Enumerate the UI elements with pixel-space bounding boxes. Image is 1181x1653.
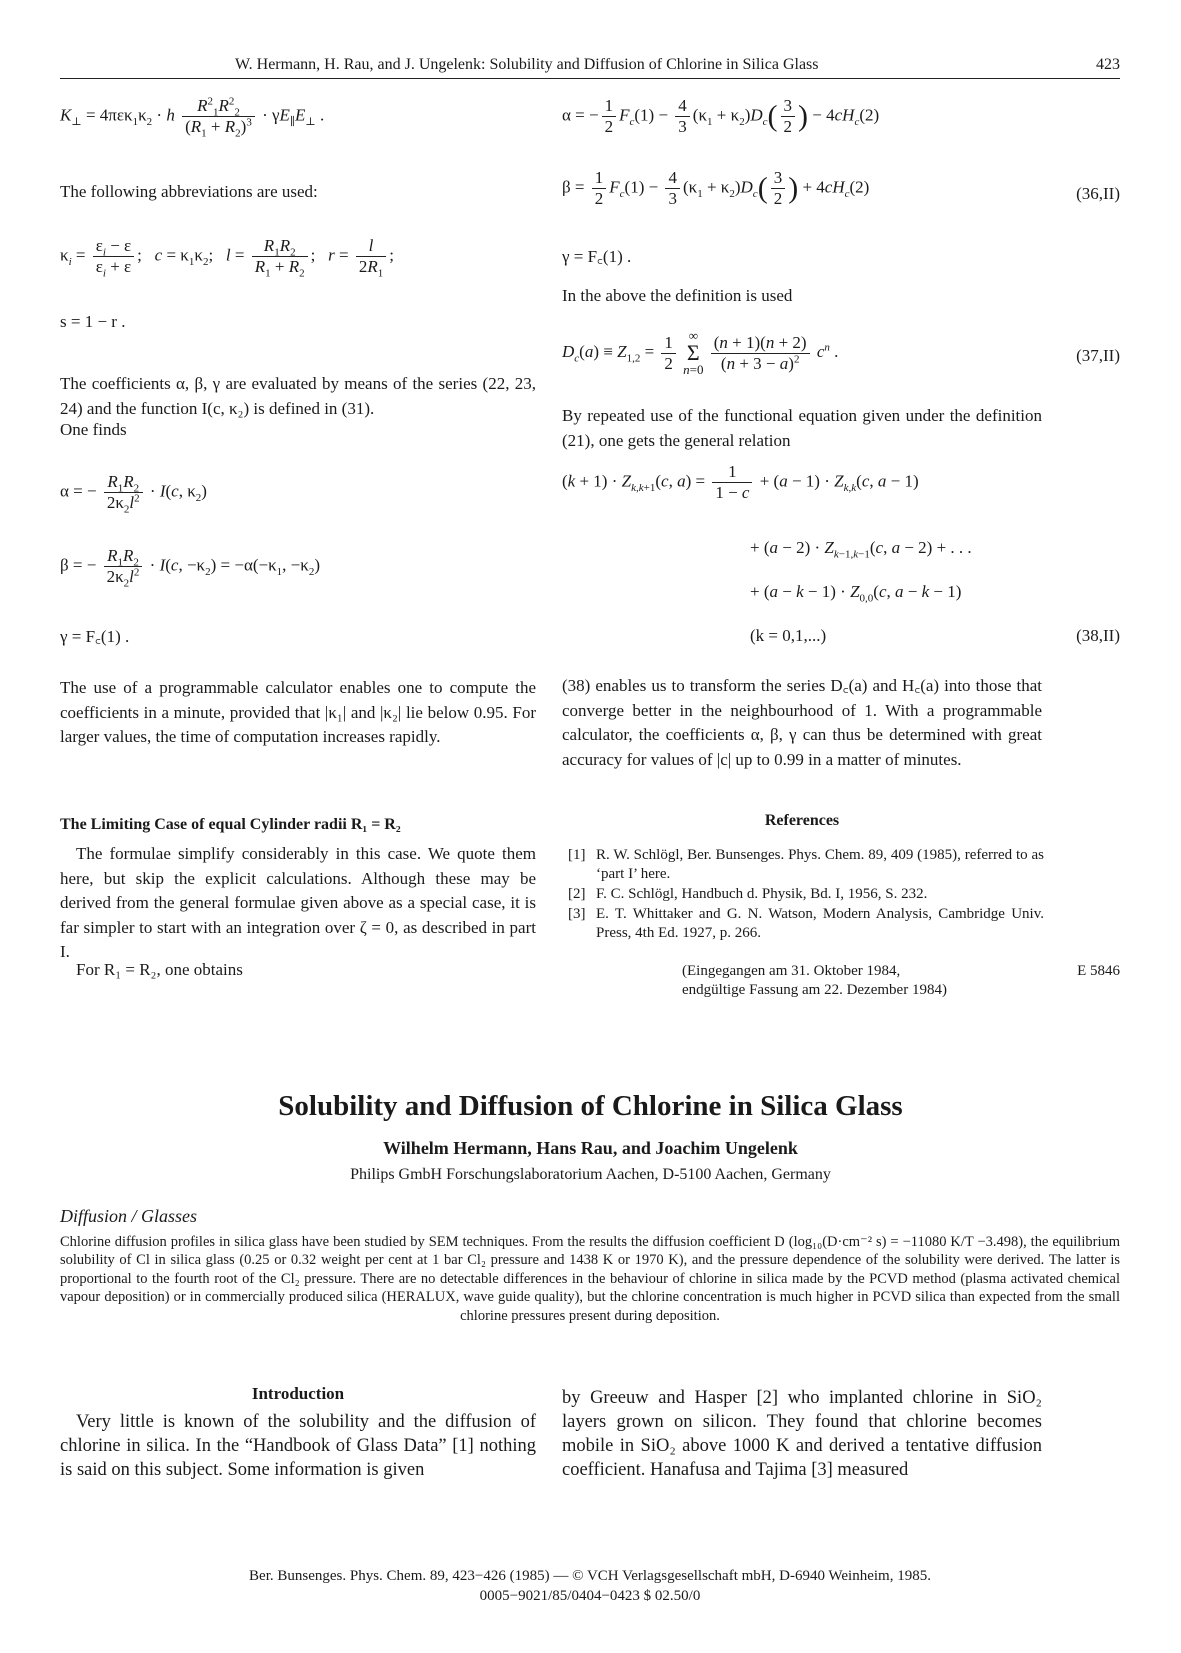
gamma-definition-left: γ = F꜀(1) .	[60, 627, 130, 646]
page-footer: Ber. Bunsenges. Phys. Chem. 89, 423−426 (1985) — © VCH Verlagsgesellschaft mbH, D-6940 Weinheim, 1985. 0005−9021/85/0404−0423 $ 02.50/0	[249, 1568, 931, 1604]
introduction-heading: Introduction	[251, 1384, 345, 1403]
reference-item: [2] F. C. Schlögl, Handbuch d. Physik, Bd. I, 1956, S. 232.	[568, 886, 928, 902]
equation-k-perp: $K_\perp = 4\pi\varepsilon\kappa_1\kappa_2 \cdot h$ $\frac{R^2_1R^2_2}{(R_1 + R_2)^3}$ · $\gamma E_\parallel E_\perp$ .	[60, 95, 325, 140]
equation-alpha-right: α = − $\frac{1}{2}$ $F_c(1)$ − $\frac{4}{3}$ $(\kappa_1 + \kappa_2)D_c$( $\frac{3}{2}$ ) − $4cH_c(2)$	[562, 96, 880, 136]
references-list	[568, 846, 1044, 943]
page-number: 423	[1096, 56, 1120, 73]
article-abstract: Chlorine diffusion profiles in silica glass have been studied by SEM techniques. From the results the diffusion coefficient D (log₁₀(D·cm⁻² s) = −11080 K/T −3.498), the equilibrium solubility of Cl in silica glass (0.25 or 0.32 weight per cent at 1 bar Cl₂ pressure and 1438 K or 1970 K), and the pressure dependence of the solubility were derived. The latter is proportional to the fourth root of the Cl₂ pressure. There are no detectable differences in the behaviour of chlorine in silica made by the PCVD method (plasma activated chemical vapour deposition) or in commercially produced silica (HERALUX, wave guide quality), but the chlorine concentration is much higher in PCVD silica than expected from the small chlorine pressures present during deposition.	[60, 1234, 1120, 1324]
one-finds-text: One finds	[60, 420, 127, 439]
equation-zk-line1: $(k + 1) \cdot Z_{k,k+1}(c$, a) = $\frac{1}{1 - c}$ + $(a - 1) \cdot Z_{k,k}(c$, a − 1)	[562, 462, 919, 502]
article-authors: Wilhelm Hermann, Hans Rau, and Joachim Ungelenk	[383, 1138, 798, 1158]
equation-alpha: α = − $\frac{R_1R_2}{2\kappa_2l^2}$ · I(c, $\kappa_2$)	[60, 472, 207, 516]
equation-zk-line2: + $(a - 2) \cdot Z_{k-1,k-1}(c$, a − 2) + . . .	[750, 538, 972, 561]
s-definition: s = 1 − r .	[60, 312, 126, 331]
equation-abbreviations: $\kappa_i$ = $\frac{\varepsilon_i - \varepsilon}{\varepsilon_i + \varepsilon}$ ; $c = \kappa_1\kappa_2$; l = $\frac{R_1R_2}{R_1 + R_2}$ ; r = $\frac{l}{2R_1}$ ;	[60, 236, 394, 280]
repeated-use-text: By repeated use of the functional equation given under the definition (21), one gets the general relation	[562, 406, 1042, 450]
reference-item: [3] E. T. Whittaker and G. N. Watson, Modern Analysis, Cambridge Univ. Press, 4th Ed. 1927, p. 266.	[568, 906, 1044, 941]
gamma-definition-right: γ = F꜀(1) .	[562, 247, 632, 266]
running-title: W. Hermann, H. Rau, and J. Ungelenk: Solubility and Diffusion of Chlorine in Silica Glass	[235, 56, 819, 73]
article-keywords: Diffusion / Glasses	[60, 1206, 198, 1226]
transform-paragraph: (38) enables us to transform the series D꜀(a) and H꜀(a) into those that converge better in the neighbourhood of 1. With a programmable calculator, the coefficients α, β, γ can thus be determined with great accuracy for values of |c| up to 0.99 in a matter of minutes.	[562, 676, 1042, 769]
article-title: Solubility and Diffusion of Chlorine in Silica Glass	[278, 1090, 903, 1122]
abbreviations-intro: The following abbreviations are used:	[60, 182, 318, 201]
coefficients-text: The coefficients α, β, γ are evaluated by means of the series (22, 23, 24) and the function I(c, κ₂) is defined in (31).	[60, 374, 536, 418]
equation-beta: β = − $\frac{R_1R_2}{2\kappa_2l^2}$ · I(c, $-\kappa_2) = -\alpha(-\kappa_1$, $-\kappa_2$)	[60, 546, 320, 590]
references-heading: References	[764, 812, 840, 829]
calculator-paragraph: The use of a programmable calculator enables one to compute the coefficients in a minute, provided that |κ₁| and |κ₂| lie below 0.95. For larger values, the time of computation increases rapidly.	[60, 678, 536, 746]
received-date: (Eingegangen am 31. Oktober 1984, endgültige Fassung am 22. Dezember 1984)	[682, 963, 947, 998]
equation-number-38: (38,II)	[1076, 626, 1120, 645]
equation-zk-line3: + $(a - k - 1) \cdot Z_{0,0}(c$, a − k − 1)	[750, 582, 962, 605]
for-r1-r2-text: For R₁ = R₂, one obtains	[76, 960, 243, 979]
introduction-left: Very little is known of the solubility and the diffusion of chlorine in silica. In the “Handbook of Glass Data” [1] nothing is said on this subject. Some information is given	[60, 1412, 536, 1480]
equation-number-37: (37,II)	[1076, 346, 1120, 365]
article-affiliation: Philips GmbH Forschungslaboratorium Aachen, D-5100 Aachen, Germany	[350, 1166, 831, 1183]
equation-number-36: (36,II)	[1076, 184, 1120, 203]
equation-dc: $D_c(a) \equiv Z_{1,2}$ = $\frac{1}{2}$ ∞ Σ n=0 $\frac{(n + 1)(n + 2)}{(n + 3 - a)^2}$ $c^n$ .	[562, 328, 839, 377]
article-code: E 5846	[1077, 963, 1120, 979]
introduction-right: by Greeuw and Hasper [2] who implanted chlorine in SiO₂ layers grown on silicon. They found that chlorine becomes mobile in SiO₂ above 1000 K and derived a tentative diffusion coefficient. Hanafusa and Tajima [3] measured	[562, 1388, 1042, 1480]
limiting-case-heading: The Limiting Case of equal Cylinder radii R₁ = R₂	[60, 816, 401, 833]
limiting-case-paragraph: The formulae simplify considerably in this case. We quote them here, but skip the explicit calculations. Although these may be derived from the general formulae given above as a special case, it is far simpler to start with an integration over ζ = 0, as described in part I.	[60, 844, 536, 961]
equation-beta-right: β = $\frac{1}{2}$ $F_c(1)$ − $\frac{4}{3}$ $(\kappa_1 + \kappa_2)D_c$( $\frac{3}{2}$ ) + $4cH_c(2)$	[562, 168, 870, 208]
running-head	[60, 52, 1120, 79]
reference-item: [1] R. W. Schlögl, Ber. Bunsenges. Phys. Chem. 89, 409 (1985), referred to as ‘part I’ here.	[568, 847, 1044, 882]
k-range: (k = 0,1,...)	[750, 626, 827, 645]
definition-text: In the above the definition is used	[562, 286, 793, 305]
